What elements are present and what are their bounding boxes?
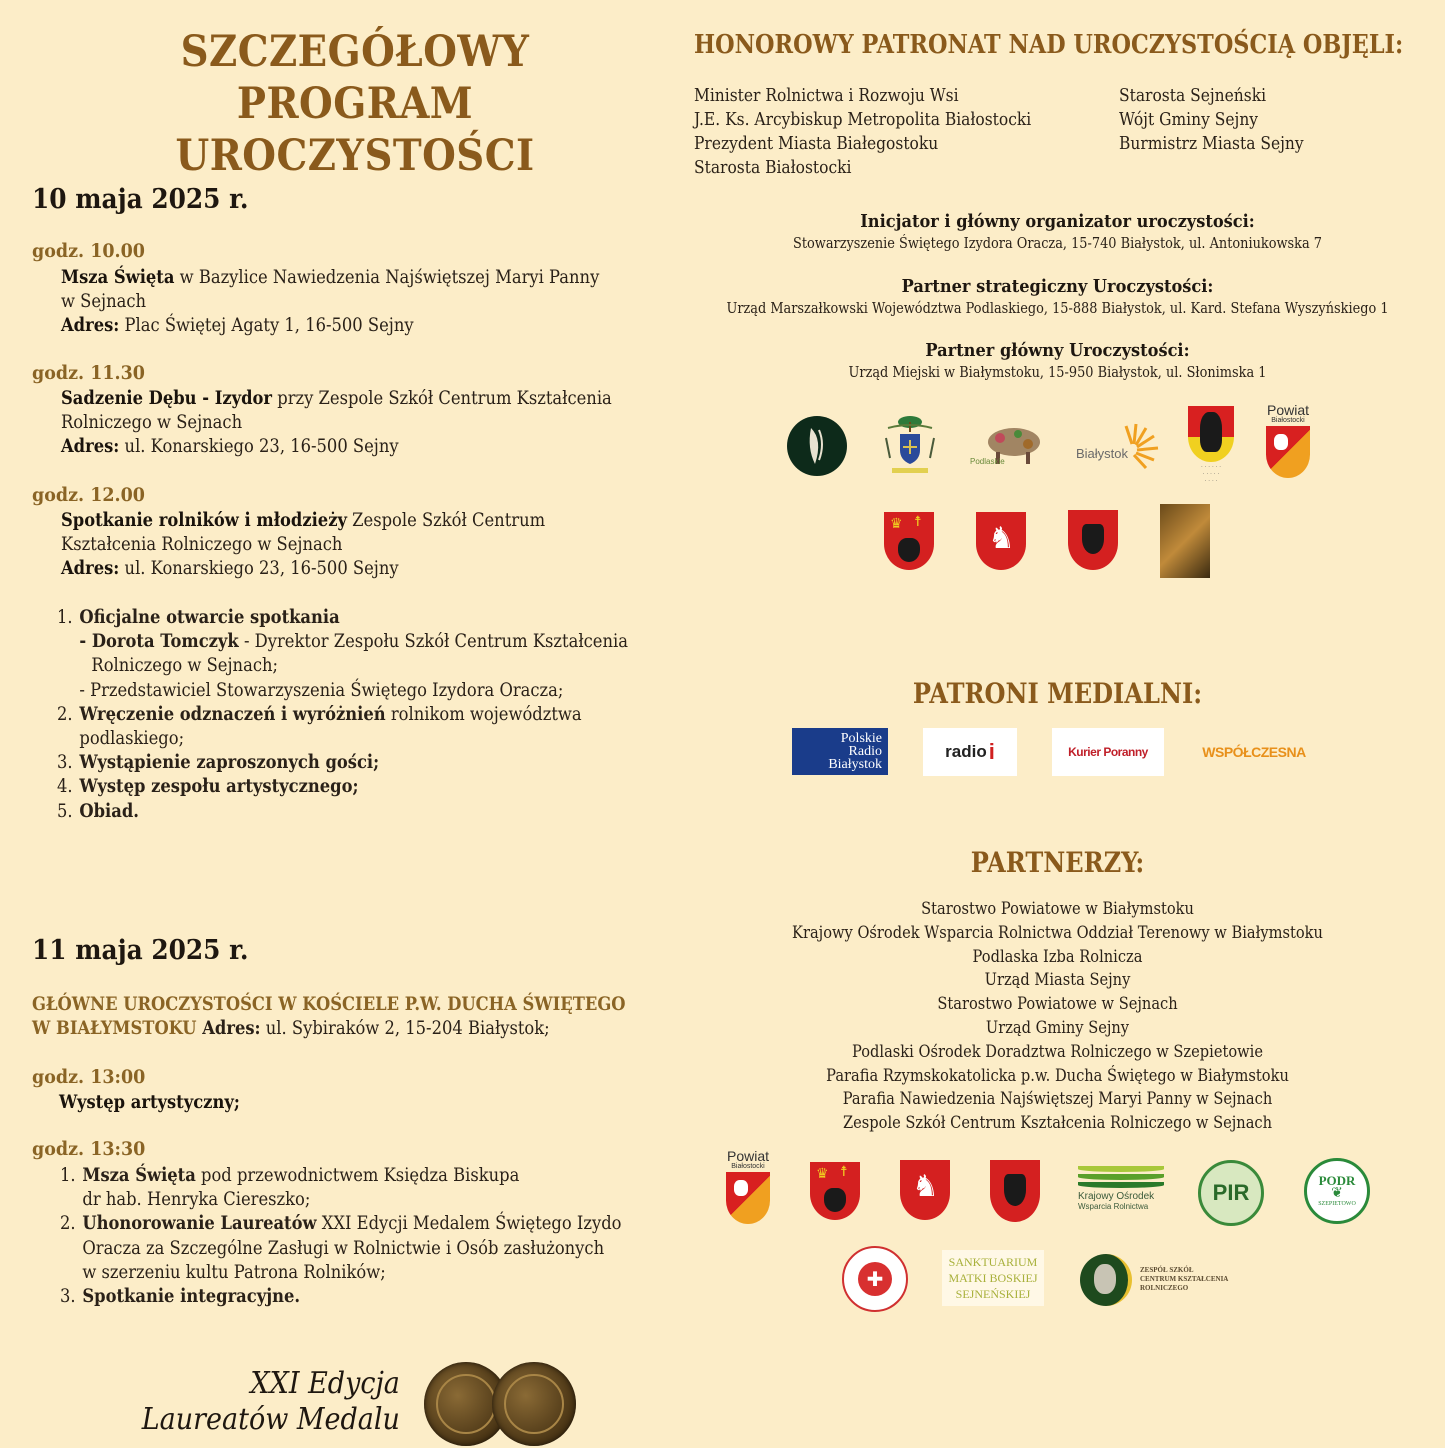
wspolczesna-logo[interactable]: [1198, 738, 1310, 766]
agenda-text-cont: podlaskiego;: [79, 727, 185, 750]
sejny-town-coat-of-arms: [1068, 510, 1118, 570]
patron-item: Wójt Gminy Sejny: [1119, 109, 1259, 130]
bialystok-label: Białystok: [1076, 446, 1129, 461]
crown-icon: ♛: [816, 1167, 829, 1182]
partners-title: PARTNERZY:: [970, 846, 1145, 879]
partner-item: Starostwo Powiatowe w Białymstoku: [921, 899, 1194, 919]
school-label: ZESPÓŁ SZKÓŁ: [1140, 1266, 1194, 1274]
sanktuarium-label: SEJNEŃSKIEJ: [955, 1287, 1031, 1301]
event-description: [61, 386, 612, 458]
crown-icon: ♛: [890, 517, 903, 532]
agenda-number: 4.: [57, 775, 73, 798]
cross-icon: ☨: [840, 1165, 848, 1180]
event-location-cont: w Sejnach: [61, 290, 147, 312]
event-description: [59, 1090, 240, 1114]
main-ceremony-title-cont: W BIAŁYMSTOKU: [32, 1017, 197, 1040]
honorary-patronage-title: HONOROWY PATRONAT NAD UROCZYSTOŚCIĄ OBJĘLI:: [694, 30, 1404, 60]
event-time: godz. 10.00: [32, 240, 145, 262]
eagle-icon: [1200, 412, 1222, 452]
media-logo-text: WSPÓŁCZESNA: [1202, 744, 1306, 760]
address-label: Adres:: [61, 435, 120, 457]
sejny-gmina-partner-coat: [900, 1160, 950, 1220]
agenda-subitem: [57, 629, 628, 653]
strategic-partner-block: [670, 276, 1445, 318]
main-partner-block: [670, 340, 1445, 382]
ministry-agriculture-logo: [785, 414, 849, 478]
media-logo-text: radio: [945, 742, 987, 761]
field-stripe-icon: [1078, 1174, 1164, 1180]
agenda-number: 1.: [60, 1164, 76, 1186]
medal-back-image: [492, 1362, 576, 1446]
program-title-line2: UROCZYSTOŚCI: [175, 131, 535, 181]
sejny-town-partner-coat: [990, 1160, 1040, 1222]
main-partner-heading: Partner główny Uroczystości:: [925, 340, 1190, 361]
agenda-text: Wręczenie odznaczeń i wyróżnień: [79, 702, 386, 725]
radio-i-logo[interactable]: [923, 728, 1017, 776]
powiat-sublabel: Białostocki: [731, 1163, 765, 1170]
coat-caption: · · · · · · · · · · · · · · ·: [1200, 464, 1222, 484]
speaker-name: - Dorota Tomczyk: [79, 630, 239, 653]
school-name-logo-text: [1140, 1266, 1250, 1293]
main-partner-text: Urząd Miejski w Białymstoku, 15-950 Białystok, ul. Słonimska 1: [848, 363, 1267, 381]
partner-item: Zespole Szkół Centrum Kształcenia Rolniczego w Sejnach: [842, 1113, 1273, 1134]
patron-item: Burmistrz Miasta Sejny: [1119, 133, 1304, 154]
event-time: godz. 13:30: [32, 1138, 146, 1160]
organizer-text: Stowarzyszenie Świętego Izydora Oracza, 15-740 Białystok, ul. Antoniukowska 7: [793, 234, 1322, 252]
address-value: ul. Sybiraków 2, 15-204 Białystok;: [260, 1017, 550, 1040]
event-title: Spotkanie rolników i młodzieży: [61, 509, 347, 531]
partner-item: Urząd Miasta Sejny: [984, 970, 1131, 991]
deer-icon: ♞: [912, 1170, 939, 1203]
partner-item: Podlaski Ośrodek Doradztwa Rolniczego w Szepietowie: [852, 1041, 1263, 1062]
powiat-label: Powiat: [1266, 402, 1310, 418]
agenda-number: 3.: [60, 1285, 76, 1308]
bialystok-city-logo: [1074, 422, 1164, 470]
agenda-text: Msza Święta: [82, 1164, 196, 1186]
agenda-text: Spotkanie integracyjne.: [82, 1285, 301, 1308]
sanktuarium-sejny-logo: [942, 1250, 1044, 1306]
sejny-gmina-coat-of-arms: [976, 512, 1026, 570]
pir-label: PIR: [1212, 1180, 1250, 1205]
agenda-item: [57, 774, 628, 798]
event-title: Sadzenie Dębu - Izydor: [61, 387, 273, 409]
media-logo-text: Radio: [848, 744, 882, 759]
agenda-item: [57, 750, 628, 774]
closing-line1: XXI Edycja: [250, 1366, 400, 1401]
powiat-sublabel: Białostocki: [1271, 417, 1305, 424]
agenda-item-cont: [60, 1260, 622, 1284]
sejny-county-coat-of-arms: [884, 512, 934, 570]
agenda-item-cont: [60, 1236, 622, 1260]
event-location: w Bazylice Nawiedzenia Najświętszej Maryi Panny: [174, 266, 600, 288]
podlaska-izba-rolnicza-logo: [1198, 1160, 1264, 1226]
bull-head-icon: [1082, 524, 1104, 554]
patron-item: Starosta Sejneński: [1119, 85, 1267, 106]
school-label: ROLNICZEGO: [1140, 1284, 1189, 1292]
school-patron-portrait-logo: [1080, 1254, 1132, 1306]
agenda-text-rest: pod przewodnictwem Księdza Biskupa: [195, 1164, 520, 1186]
parish-holy-spirit-logo: [842, 1246, 908, 1312]
agenda-item: [57, 702, 628, 726]
agenda-text-rest: rolnikom województwa: [385, 702, 582, 725]
powiat-shield: [726, 1172, 770, 1224]
agenda-text: Obiad.: [79, 799, 139, 822]
program-column: [0, 0, 680, 1448]
agenda-item: [57, 799, 628, 823]
polskie-radio-bialystok-logo[interactable]: [792, 728, 888, 775]
agenda-number: 2.: [60, 1212, 76, 1235]
sejny-county-partner-coat: [810, 1162, 860, 1220]
kurier-poranny-logo[interactable]: [1052, 728, 1164, 776]
saint-isidore-painting: [1160, 504, 1210, 578]
closing-line2: Laureatów Medalu: [141, 1402, 400, 1437]
bull-head-icon: [1004, 1174, 1026, 1206]
podr-szepietowo-logo: [1304, 1158, 1370, 1224]
podr-sublabel: SZEPIETOWO: [1318, 1201, 1356, 1207]
patrons-list-2: [1119, 84, 1304, 156]
address-label: Adres:: [61, 314, 120, 336]
organizer-heading: Inicjator i główny organizator uroczystości:: [860, 211, 1255, 232]
agenda-subitem: [57, 678, 628, 702]
patron-item: Minister Rolnictwa i Rozwoju Wsi: [694, 85, 959, 106]
powiat-shield: [1266, 426, 1310, 478]
event-location-cont: Kształcenia Rolniczego w Sejnach: [61, 533, 343, 555]
sanktuarium-label: SANKTUARIUM: [948, 1255, 1038, 1269]
bison-head-icon: [898, 538, 920, 562]
event-title: Występ artystyczny;: [59, 1091, 240, 1113]
main-ceremony-title: GŁÓWNE UROCZYSTOŚCI W KOŚCIELE P.W. DUCHA ŚWIĘTEGO: [32, 993, 626, 1015]
media-logo-letter: i: [988, 739, 995, 764]
closing-caption: [142, 1366, 400, 1438]
strategic-partner-heading: Partner strategiczny Uroczystości:: [901, 276, 1214, 297]
agenda-number: 3.: [57, 751, 73, 774]
bison-head-icon: [824, 1188, 846, 1212]
event-title: Msza Święta: [61, 266, 175, 288]
partner-item: Podlaska Izba Rolnicza: [972, 946, 1143, 967]
patron-item: Prezydent Miasta Białegostoku: [694, 133, 939, 154]
podlaskie-label: Podlaskie: [970, 457, 1005, 466]
strategic-partner-text: Urząd Marszałkowski Województwa Podlaskiego, 15-888 Białystok, ul. Kard. Stefana Wyszyńskiego 1: [726, 299, 1389, 317]
agenda-text-cont: w szerzeniu kultu Patrona Rolników;: [82, 1260, 386, 1283]
event-time: godz. 12.00: [32, 484, 145, 506]
agenda-text-rest: XXI Edycji Medalem Świętego Izydo: [316, 1212, 622, 1235]
patrons-column: [670, 0, 1445, 1448]
school-label: CENTRUM KSZTAŁCENIA: [1140, 1275, 1229, 1283]
address-value: Plac Świętej Agaty 1, 16-500 Sejny: [119, 314, 414, 336]
powiat-label: Powiat: [726, 1148, 770, 1164]
day2-agenda-list: [60, 1163, 622, 1308]
speaker-role: - Dyrektor Zespołu Szkół Centrum Kształcenia: [238, 630, 628, 653]
eagle-icon: [734, 1180, 748, 1196]
archdiocese-coat-of-arms: [878, 412, 942, 480]
program-title: [63, 26, 648, 182]
media-logo-text: Polskie: [840, 731, 882, 746]
field-stripe-icon: [1078, 1166, 1164, 1172]
kowr-label: Krajowy Ośrodek: [1078, 1191, 1155, 1202]
patron-item: Starosta Białostocki: [694, 157, 852, 178]
agenda-text-cont: dr hab. Henryka Ciereszko;: [82, 1188, 311, 1211]
powiat-bialostocki-partner-logo: [724, 1150, 772, 1232]
agenda-number: 1.: [57, 606, 73, 628]
agenda-text: Wystąpienie zaproszonych gości;: [79, 751, 380, 774]
kowr-sublabel: Wsparcia Rolnictwa: [1078, 1202, 1149, 1211]
dove-icon: ✚: [858, 1262, 892, 1296]
agenda-text: Występ zespołu artystycznego;: [79, 775, 359, 798]
partner-item: Krajowy Ośrodek Wsparcia Rolnictwa Oddział Terenowy w Białymstoku: [792, 922, 1323, 943]
event-location: przy Zespole Szkół Centrum Kształcenia: [272, 387, 612, 409]
event-location-cont: Rolniczego w Sejnach: [61, 411, 243, 433]
partners-list: [670, 898, 1445, 1136]
partner-item: Starostwo Powiatowe w Sejnach: [937, 994, 1178, 1015]
partner-item: Parafia Rzymskokatolicka p.w. Ducha Świętego w Białymstoku: [826, 1065, 1289, 1086]
sanktuarium-label: MATKI BOSKIEJ: [948, 1271, 1038, 1285]
patron-item: J.E. Ks. Arcybiskup Metropolita Białostocki: [694, 109, 1032, 130]
patrons-list-1: [694, 84, 1031, 180]
media-logo-text: Białystok: [828, 757, 882, 772]
day1-heading: 10 maja 2025 r.: [32, 184, 249, 215]
agenda-item-cont: [57, 726, 628, 750]
field-stripe-icon: [1078, 1182, 1164, 1188]
agenda-text: Uhonorowanie Laureatów: [82, 1212, 317, 1235]
kowr-logo: [1078, 1166, 1164, 1218]
program-title-line1: SZCZEGÓŁOWY PROGRAM: [180, 27, 530, 129]
address-value: ul. Konarskiego 23, 16-500 Sejny: [119, 557, 399, 579]
agenda-number: 5.: [57, 799, 73, 822]
media-logo-text: Kurier Poranny: [1068, 745, 1148, 759]
cross-icon: ☨: [914, 515, 922, 530]
wheat-icon: ❦: [1331, 1186, 1343, 1201]
agenda-text: Oficjalne otwarcie spotkania: [79, 606, 340, 628]
day1-agenda-list: [57, 605, 628, 823]
address-value: ul. Konarskiego 23, 16-500 Sejny: [119, 435, 399, 457]
speaker-role-cont: Rolniczego w Sejnach;: [91, 654, 279, 677]
podlaskie-bison-logo: [970, 424, 1050, 470]
event-time: godz. 13:00: [32, 1066, 146, 1088]
eagle-icon: [1274, 434, 1288, 450]
agenda-item: [57, 605, 628, 629]
event-description: [61, 508, 545, 580]
partner-item: Urząd Gminy Sejny: [985, 1017, 1130, 1038]
deer-icon: ♞: [988, 522, 1015, 555]
organizer-block: [670, 211, 1445, 253]
portrait-icon: [1094, 1264, 1116, 1294]
event-location: Zespole Szkół Centrum: [346, 509, 546, 531]
media-patrons-title: PATRONI MEDIALNI:: [912, 677, 1203, 710]
podr-label: PODR: [1318, 1173, 1356, 1188]
agenda-item-cont: [60, 1187, 622, 1211]
agenda-subitem-cont: [57, 653, 628, 677]
powiat-bialostocki-logo: [1264, 404, 1312, 486]
bialystok-coat-of-arms: [1188, 406, 1234, 462]
main-ceremony: [32, 992, 626, 1040]
partner-item: Parafia Nawiedzenia Najświętszej Maryi Panny w Sejnach: [842, 1089, 1273, 1110]
agenda-number: 2.: [57, 702, 73, 725]
address-label: Adres:: [196, 1017, 261, 1040]
agenda-text-cont: Oracza za Szczególne Zasługi w Rolnictwie i Osób zasłużonych: [82, 1236, 605, 1259]
day2-heading: 11 maja 2025 r.: [32, 935, 249, 966]
agenda-item: [60, 1284, 622, 1308]
address-label: Adres:: [61, 557, 120, 579]
agenda-item: [60, 1163, 622, 1187]
event-description: [61, 265, 599, 337]
agenda-item: [60, 1211, 622, 1235]
event-time: godz. 11.30: [32, 362, 145, 384]
speaker-role: - Przedstawiciel Stowarzyszenia Świętego Izydora Oracza;: [79, 678, 564, 701]
